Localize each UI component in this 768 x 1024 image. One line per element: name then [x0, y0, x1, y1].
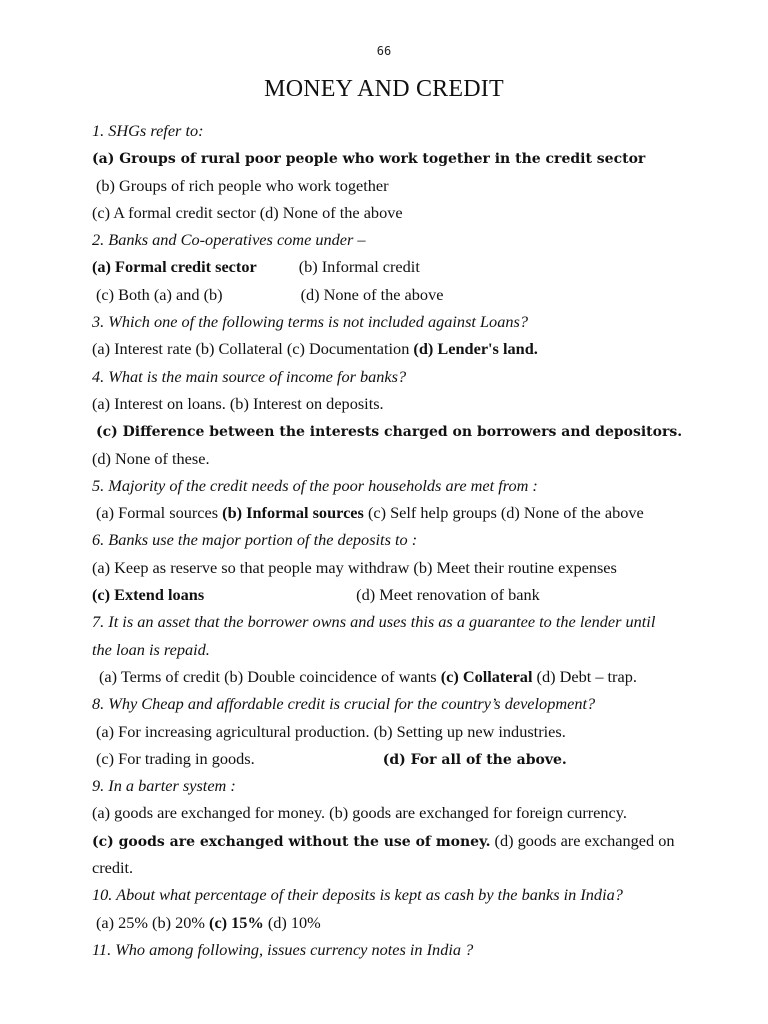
- q4-option-c-answer: [92, 417, 692, 444]
- question-7: 7. It is an asset that the borrower owns and uses this as a guarantee to the lender until: [92, 612, 656, 632]
- q6-options-c-d: [92, 581, 692, 608]
- question-list: [92, 117, 692, 963]
- q5-options-c-d: (c) Self help groups (d) None of the above: [367, 503, 644, 523]
- q7-options: [92, 663, 692, 690]
- q2-option-c: (c) Both (a) and (b): [96, 284, 223, 304]
- question-7-continued: the loan is repaid.: [92, 639, 210, 659]
- q4-option-d: (d) None of these.: [92, 448, 210, 468]
- page-title: MONEY AND CREDIT: [264, 76, 504, 102]
- q10-options-a-b: (a) 25% (b) 20%: [96, 912, 205, 932]
- question-10: 10. About what percentage of their deposits is kept as cash by the banks in India?: [92, 885, 623, 905]
- question-2: 2. Banks and Co-operatives come under –: [92, 230, 366, 250]
- answer-text: (c) Collateral: [440, 666, 533, 686]
- question-6: 6. Banks use the major portion of the deposits to :: [92, 530, 418, 550]
- question-5: 5. Majority of the credit needs of the poor households are met from :: [92, 475, 538, 495]
- q6-options-a-b: (a) Keep as reserve so that people may withdraw (b) Meet their routine expenses: [92, 557, 617, 577]
- q2-option-b: (b) Informal credit: [298, 257, 420, 277]
- question-4: 4. What is the main source of income for banks?: [92, 366, 407, 386]
- q2-option-d: (d) None of the above: [300, 284, 444, 304]
- q9-option-d: (d) goods are exchanged on: [494, 830, 675, 850]
- q9-options-c-d: [92, 827, 692, 854]
- answer-text: (c) goods are exchanged without the use of money.: [92, 833, 491, 850]
- answer-text: (c) Extend loans: [92, 585, 205, 605]
- q3-options: [92, 335, 692, 362]
- q3-options-a-b-c: (a) Interest rate (b) Collateral (c) Documentation: [92, 339, 410, 359]
- q7-options-a-b: (a) Terms of credit (b) Double coincidence of wants: [99, 666, 437, 686]
- page-number: 66: [376, 44, 392, 58]
- q1-options-c-d: (c) A formal credit sector (d) None of the above: [92, 202, 403, 222]
- q9-options-a-b: (a) goods are exchanged for money. (b) goods are exchanged for foreign currency.: [92, 803, 627, 823]
- question-11: 11. Who among following, issues currency notes in India ?: [92, 939, 474, 959]
- q1-option-b: (b) Groups of rich people who work together: [96, 175, 389, 195]
- q10-options: [92, 909, 692, 936]
- q7-option-d: (d) Debt – trap.: [536, 666, 637, 686]
- q5-options: [92, 499, 692, 526]
- q5-option-a: (a) Formal sources: [96, 503, 219, 523]
- q2-options-a-b: [92, 253, 692, 280]
- q2-options-c-d: [92, 281, 692, 308]
- q9-option-d-continued: credit.: [92, 858, 134, 878]
- q8-option-c: (c) For trading in goods.: [96, 748, 255, 768]
- q6-option-d: (d) Meet renovation of bank: [356, 585, 540, 605]
- answer-text: (d) For all of the above.: [382, 751, 567, 768]
- question-8: 8. Why Cheap and affordable credit is crucial for the country’s development?: [92, 694, 596, 714]
- answer-text: (c) Difference between the interests charged on borrowers and depositors.: [96, 424, 683, 441]
- answer-text: (a) Groups of rural poor people who work together in the credit sector: [92, 151, 646, 168]
- q4-options-a-b: (a) Interest on loans. (b) Interest on deposits.: [92, 393, 384, 413]
- question-3: 3. Which one of the following terms is not included against Loans?: [92, 312, 528, 332]
- q10-option-d: (d) 10%: [267, 912, 321, 932]
- answer-text: (c) 15%: [209, 912, 264, 932]
- question-9: 9. In a barter system :: [92, 776, 236, 796]
- q8-options-c-d: [92, 745, 692, 772]
- q1-option-a-answer: [92, 144, 692, 171]
- answer-text: (b) Informal sources: [222, 503, 364, 523]
- answer-text: (d) Lender's land.: [413, 339, 538, 359]
- q8-options-a-b: (a) For increasing agricultural production. (b) Setting up new industries.: [96, 721, 566, 741]
- answer-text: (a) Formal credit sector: [92, 257, 257, 277]
- question-1: 1. SHGs refer to:: [92, 121, 204, 140]
